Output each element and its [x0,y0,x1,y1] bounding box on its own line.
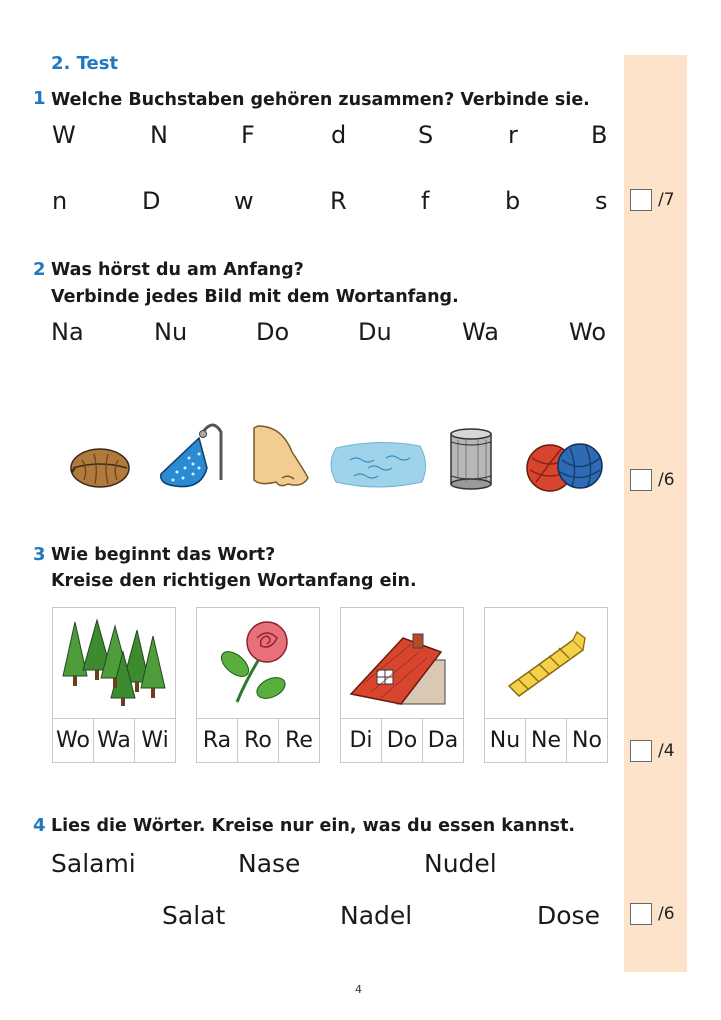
syllable[interactable]: Wa [462,318,499,346]
bottom-letter[interactable]: f [421,187,430,215]
option-cell[interactable]: Wo [56,728,90,753]
rose-icon [197,608,319,718]
syllable[interactable]: Du [358,318,392,346]
top-letter[interactable]: S [418,121,434,149]
tin-can-icon[interactable] [446,426,496,490]
word[interactable]: Nase [238,849,301,878]
option-cell[interactable]: Wi [134,719,175,763]
word[interactable]: Nadel [340,901,413,930]
word-card-noodle [484,607,608,763]
task-1-number: 1 [33,88,46,109]
syllable[interactable]: Do [256,318,290,346]
score-total-task-3: /4 [658,741,675,761]
task-2-instruction-line-1: Was hörst du am Anfang? [51,260,304,280]
top-letter[interactable]: B [591,121,608,149]
task-3-number: 3 [33,544,46,565]
bottom-letter[interactable]: s [595,187,608,215]
syllable[interactable]: Na [51,318,84,346]
bottom-letter[interactable]: b [505,187,521,215]
task-4-number: 4 [33,815,46,836]
task-3-instruction-line-1: Wie beginnt das Wort? [51,545,276,565]
task-2-instruction-line-2: Verbinde jedes Bild mit dem Wortanfang. [51,287,459,307]
syllable[interactable]: Wo [569,318,607,346]
option-cell[interactable]: Do [381,719,422,763]
option-cell[interactable]: Ro [237,719,278,763]
top-letter[interactable]: F [241,121,255,149]
option-cell[interactable]: No [566,719,607,763]
top-letter[interactable]: W [52,121,76,149]
bottom-letter[interactable]: R [330,187,347,215]
option-cell[interactable]: Re [278,719,319,763]
option-cell[interactable]: Da [422,719,463,763]
bottom-letter[interactable]: w [234,187,254,215]
water-icon[interactable] [326,438,430,492]
word[interactable]: Dose [537,901,600,930]
task-1-instruction: Welche Buchstaben gehören zusammen? Verbinde sie. [51,90,590,110]
option-cell[interactable]: Ne [525,719,566,763]
top-letter[interactable]: N [150,121,168,149]
task-3-instruction-line-2: Kreise den richtigen Wortanfang ein. [51,571,417,591]
section-title: 2. Test [51,53,119,74]
task-2-number: 2 [33,259,46,280]
score-total-task-4: /6 [658,904,675,924]
shower-head-icon[interactable] [155,420,227,490]
bottom-letter[interactable]: D [142,187,161,215]
task-4-instruction: Lies die Wörter. Kreise nur ein, was du essen kannst. [51,816,576,836]
bottom-letter[interactable]: n [52,187,68,215]
yarn-balls-icon[interactable] [522,440,608,494]
word[interactable]: Salami [51,849,136,878]
option-cell[interactable]: Ra [202,728,232,753]
roof-icon [341,608,463,718]
syllable[interactable]: Nu [154,318,188,346]
word-card-rose [196,607,320,763]
score-total-task-2: /6 [658,470,675,490]
word-card-roof [340,607,464,763]
option-cell[interactable]: Di [349,728,373,753]
noodle-icon [485,608,607,718]
page-number: 4 [355,983,362,996]
score-box-task-1[interactable] [630,189,652,211]
top-letter[interactable]: d [331,121,347,149]
word-card-forest [52,607,176,763]
score-total-task-1: /7 [658,190,675,210]
forest-icon [53,608,175,718]
score-box-task-4[interactable] [630,903,652,925]
score-box-task-3[interactable] [630,740,652,762]
option-cell[interactable]: Nu [489,728,521,753]
option-cell[interactable]: Wa [93,719,134,763]
score-box-task-2[interactable] [630,469,652,491]
top-letter[interactable]: r [508,121,518,149]
walnut-icon[interactable] [68,440,132,496]
word[interactable]: Salat [162,901,226,930]
nose-icon[interactable] [252,422,316,492]
word[interactable]: Nudel [424,849,497,878]
